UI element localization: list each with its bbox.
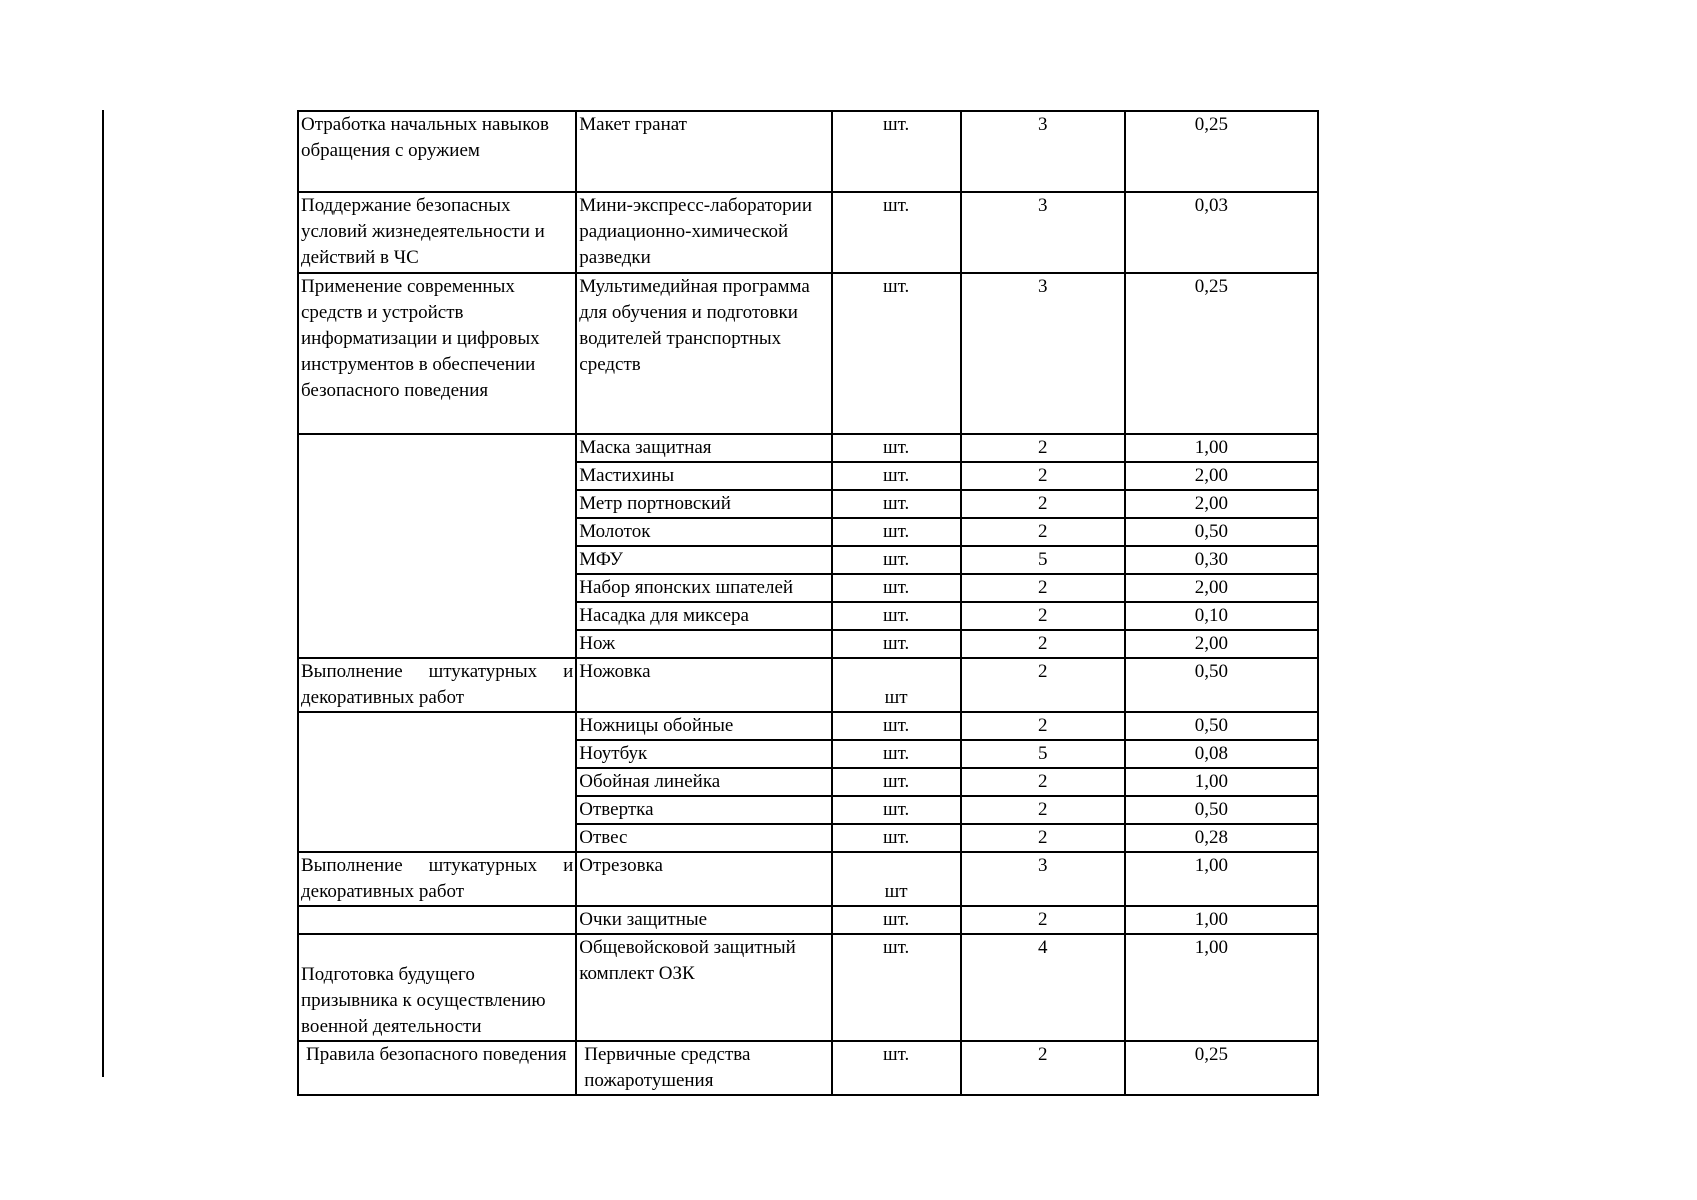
rate-cell: 2,00 <box>1125 462 1318 490</box>
rate-cell: 0,08 <box>1125 740 1318 768</box>
quantity-cell: 2 <box>961 824 1125 852</box>
item-name-cell: Первичные средства пожаротушения <box>576 1041 831 1095</box>
unit-cell: шт <box>832 658 961 712</box>
item-name-cell: Отвертка <box>576 796 831 824</box>
quantity-cell: 2 <box>961 768 1125 796</box>
quantity-cell: 2 <box>961 1041 1125 1095</box>
unit-cell: шт. <box>832 712 961 740</box>
table-row <box>298 906 1318 934</box>
table-row <box>298 273 1318 434</box>
unit-cell: шт. <box>832 1041 961 1095</box>
rate-cell: 1,00 <box>1125 434 1318 462</box>
quantity-cell: 2 <box>961 490 1125 518</box>
unit-cell: шт. <box>832 490 961 518</box>
table-row <box>298 658 1318 712</box>
item-name-cell: МФУ <box>576 546 831 574</box>
item-name-cell: Отрезовка <box>576 852 831 906</box>
item-name-cell: Набор японских шпателей <box>576 574 831 602</box>
rate-cell: 0,28 <box>1125 824 1318 852</box>
unit-cell: шт. <box>832 630 961 658</box>
quantity-cell: 3 <box>961 852 1125 906</box>
item-name-cell: Мультимедийная программа для обучения и подготовки водителей транспортных средств <box>576 273 831 434</box>
unit-cell: шт. <box>832 574 961 602</box>
item-name-cell: Мастихины <box>576 462 831 490</box>
unit-cell: шт. <box>832 740 961 768</box>
rate-cell: 0,25 <box>1125 1041 1318 1095</box>
rate-cell: 1,00 <box>1125 906 1318 934</box>
activity-cell: Выполнение штукатурных и декоративных работ <box>298 658 576 712</box>
table-row <box>298 934 1318 1041</box>
quantity-cell: 2 <box>961 796 1125 824</box>
item-name-cell: Отвес <box>576 824 831 852</box>
item-name-cell: Насадка для миксера <box>576 602 831 630</box>
rate-cell: 0,30 <box>1125 546 1318 574</box>
rate-cell: 0,25 <box>1125 111 1318 192</box>
activity-cell-empty <box>298 906 576 934</box>
table-row <box>298 111 1318 192</box>
rate-cell: 0,50 <box>1125 712 1318 740</box>
quantity-cell: 2 <box>961 712 1125 740</box>
quantity-cell: 2 <box>961 434 1125 462</box>
quantity-cell: 2 <box>961 630 1125 658</box>
quantity-cell: 3 <box>961 192 1125 273</box>
unit-cell: шт. <box>832 434 961 462</box>
table-row <box>298 852 1318 906</box>
item-name-cell: Метр портновский <box>576 490 831 518</box>
item-name-cell: Ноутбук <box>576 740 831 768</box>
rate-cell: 0,03 <box>1125 192 1318 273</box>
rate-cell: 2,00 <box>1125 574 1318 602</box>
quantity-cell: 4 <box>961 934 1125 1041</box>
item-name-cell: Общевойсковой защитный комплект ОЗК <box>576 934 831 1041</box>
item-name-cell: Маска защитная <box>576 434 831 462</box>
unit-cell: шт. <box>832 824 961 852</box>
table-row <box>298 1041 1318 1095</box>
table-row <box>298 434 1318 462</box>
rate-cell: 0,50 <box>1125 658 1318 712</box>
activity-cell-empty <box>298 434 576 658</box>
rate-cell: 0,50 <box>1125 796 1318 824</box>
activity-cell: Поддержание безопасных условий жизнедеятельности и действий в ЧС <box>298 192 576 273</box>
quantity-cell: 2 <box>961 906 1125 934</box>
rate-cell: 1,00 <box>1125 934 1318 1041</box>
table-row <box>298 192 1318 273</box>
item-name-cell: Мини-экспресс-лаборатории радиационно-химической разведки <box>576 192 831 273</box>
unit-cell: шт. <box>832 796 961 824</box>
item-name-cell: Макет гранат <box>576 111 831 192</box>
unit-cell: шт. <box>832 546 961 574</box>
item-name-cell: Ножовка <box>576 658 831 712</box>
activity-cell: Применение современных средств и устройств информатизации и цифровых инструментов в обеспечении безопасного поведения <box>298 273 576 434</box>
quantity-cell: 2 <box>961 658 1125 712</box>
rate-cell: 0,50 <box>1125 518 1318 546</box>
rate-cell: 1,00 <box>1125 768 1318 796</box>
quantity-cell: 2 <box>961 574 1125 602</box>
quantity-cell: 2 <box>961 518 1125 546</box>
unit-cell: шт. <box>832 768 961 796</box>
unit-cell: шт. <box>832 934 961 1041</box>
unit-cell: шт. <box>832 602 961 630</box>
unit-cell: шт. <box>832 273 961 434</box>
rate-cell: 2,00 <box>1125 630 1318 658</box>
unit-cell: шт <box>832 852 961 906</box>
unit-cell: шт. <box>832 462 961 490</box>
item-name-cell: Нож <box>576 630 831 658</box>
rate-cell: 0,10 <box>1125 602 1318 630</box>
unit-cell: шт. <box>832 518 961 546</box>
activity-cell: Выполнение штукатурных и декоративных работ <box>298 852 576 906</box>
activity-cell: Отработка начальных навыков обращения с оружием <box>298 111 576 192</box>
page-margin-line <box>102 110 104 1077</box>
quantity-cell: 5 <box>961 546 1125 574</box>
activity-cell-empty <box>298 712 576 852</box>
quantity-cell: 3 <box>961 273 1125 434</box>
table-row <box>298 712 1318 740</box>
equipment-table <box>297 110 1319 1096</box>
item-name-cell: Молоток <box>576 518 831 546</box>
item-name-cell: Ножницы обойные <box>576 712 831 740</box>
item-name-cell: Очки защитные <box>576 906 831 934</box>
activity-cell: Подготовка будущего призывника к осуществлению военной деятельности <box>298 934 576 1041</box>
unit-cell: шт. <box>832 111 961 192</box>
activity-cell: Правила безопасного поведения <box>298 1041 576 1095</box>
quantity-cell: 5 <box>961 740 1125 768</box>
item-name-cell: Обойная линейка <box>576 768 831 796</box>
rate-cell: 2,00 <box>1125 490 1318 518</box>
rate-cell: 0,25 <box>1125 273 1318 434</box>
quantity-cell: 2 <box>961 462 1125 490</box>
quantity-cell: 3 <box>961 111 1125 192</box>
rate-cell: 1,00 <box>1125 852 1318 906</box>
unit-cell: шт. <box>832 192 961 273</box>
unit-cell: шт. <box>832 906 961 934</box>
quantity-cell: 2 <box>961 602 1125 630</box>
